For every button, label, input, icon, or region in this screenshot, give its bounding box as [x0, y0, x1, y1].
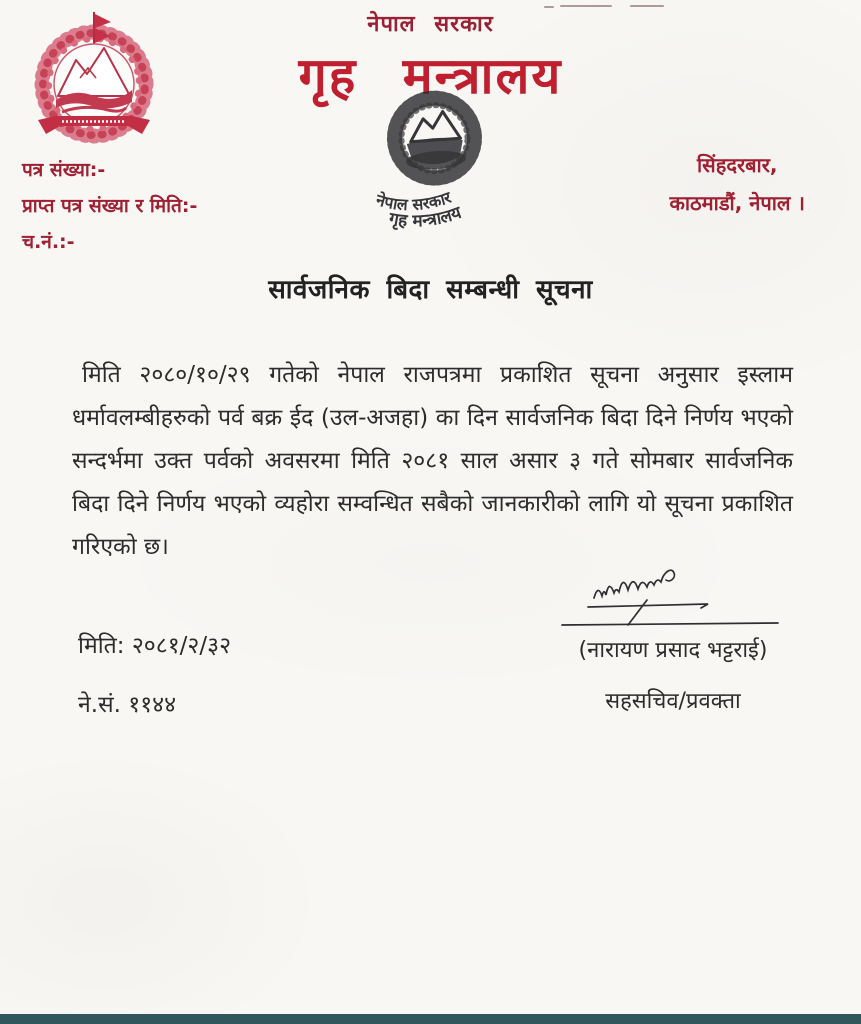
scan-dash: [630, 5, 664, 7]
notice-body: [72, 354, 793, 569]
body-line: सन्दर्भमा उक्त पर्वको अवसरमा मिति २०८१ साल असार ३ गते सोमबार सार्वजनिक: [72, 448, 793, 474]
scan-dash: [560, 5, 612, 7]
received-letter-label: प्राप्त पत्र संख्या र मिति:-: [22, 195, 198, 217]
handwritten-signature: [548, 566, 798, 628]
ministry-ink-stamp: [341, 78, 533, 242]
body-line: मिति २०८०/१०/२९ गतेको नेपाल राजपत्रमा प्रकाशित सूचना अनुसार इस्लाम: [82, 362, 793, 388]
date-block: [78, 628, 231, 719]
letter-number-label: पत्र संख्या:-: [22, 159, 106, 181]
body-line: धर्मावलम्बीहरुको पर्व बक्र ईद (उल-अजहा) का दिन सार्वजनिक बिदा दिने निर्णय भएको: [72, 405, 793, 431]
scan-edge-bar: [0, 1014, 861, 1024]
ministry-title: गृह मन्त्रालय: [298, 47, 563, 105]
notice-title: सार्वजनिक बिदा सम्बन्धी सूचना: [268, 275, 593, 305]
address-block: [670, 146, 805, 222]
stamp-text-government: नेपाल सरकार: [373, 187, 454, 215]
signatory-designation: सहसचिव/प्रवक्ता: [605, 689, 741, 714]
nepal-coat-of-arms-icon: [24, 8, 164, 150]
signatory-name: (नारायण प्रसाद भट्टराई): [578, 638, 768, 663]
address-line-kathmandu: काठमाडौं, नेपाल ।: [669, 191, 805, 215]
nepal-government-heading: नेपाल सरकार: [367, 12, 494, 37]
body-line: गरिएको छ।: [72, 534, 169, 560]
signature-block: [548, 566, 798, 715]
dispatch-number-label: च.नं.:-: [22, 231, 75, 253]
body-line: बिदा दिने निर्णय भएको व्यहोरा सम्वन्धित सबैको जानकारीको लागि यो सूचना प्रकाशित: [72, 491, 793, 517]
reference-block: [22, 152, 197, 260]
issue-date: मिति: २०८१/२/३२: [78, 633, 232, 659]
address-line-singhadurbar: सिंहदरबार,: [697, 153, 778, 177]
stamp-text-ministry: गृह मन्त्रालय: [387, 202, 465, 232]
nepal-sambat-number: ने.सं. ११४४: [78, 692, 177, 718]
